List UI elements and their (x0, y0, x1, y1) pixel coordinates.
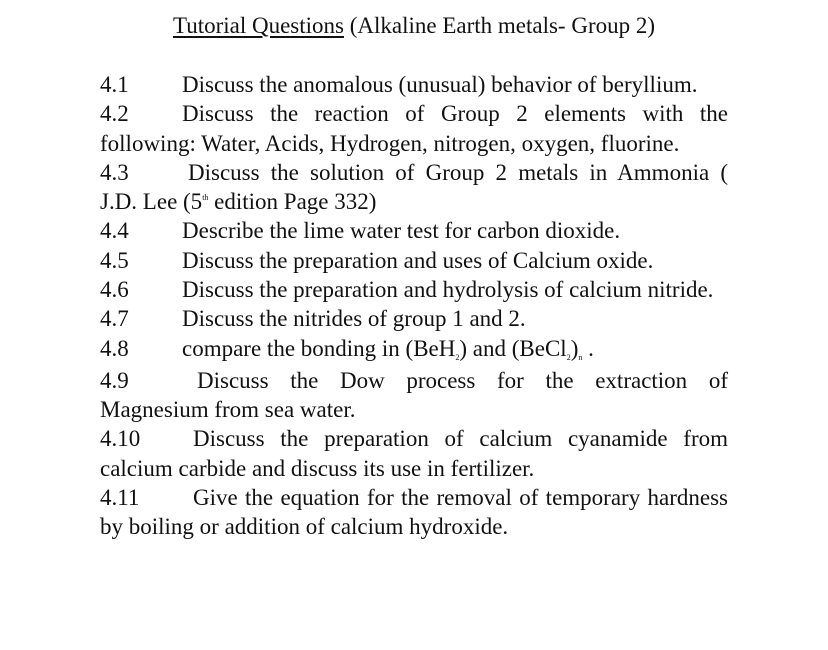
question-text: Discuss the anomalous (unusual) behavior of beryllium. (182, 72, 698, 97)
question-number: 4.1 (100, 72, 129, 97)
superscript-th: th (202, 193, 209, 203)
question-text: Discuss the reaction of Group 2 elements with the following: Water, Acids, Hydrogen, nitrogen, oxygen, fluorine. (100, 101, 728, 156)
title-underlined: Tutorial Questions (172, 13, 344, 38)
question-text: Discuss the preparation of calcium cyanamide from calcium carbide and discuss its use in fertilizer. (100, 426, 728, 481)
question-number: 4.4 (100, 218, 129, 244)
question-list (100, 70, 728, 541)
question-4-1 (100, 70, 728, 99)
question-text: Discuss the preparation and hydrolysis of calcium nitride. (182, 277, 714, 303)
question-4-9 (100, 366, 728, 425)
question-text-close: ) (570, 335, 579, 361)
question-4-10 (100, 424, 728, 483)
question-number: 4.3 (100, 159, 129, 185)
question-4-4 (100, 216, 728, 245)
question-text: Discuss the nitrides of group 1 and 2. (182, 306, 526, 332)
question-number: 4.10 (100, 426, 141, 452)
subscript-2: 2 (455, 352, 460, 362)
question-4-2 (100, 99, 728, 158)
question-4-6 (100, 275, 728, 304)
question-text: Discuss the solution of Group 2 metals in Ammonia ( (188, 159, 728, 185)
question-text-line2-end: edition Page 332) (208, 189, 377, 215)
question-text: Discuss the Dow process for the extraction of Magnesium from sea water. (100, 367, 728, 422)
subscript-2: 2 (566, 352, 571, 362)
question-number: 4.6 (100, 277, 129, 303)
question-number: 4.2 (100, 101, 129, 127)
question-text: Describe the lime water test for carbon dioxide. (182, 218, 621, 244)
question-4-3 (100, 158, 728, 217)
question-number: 4.5 (100, 247, 129, 273)
question-4-5 (100, 246, 728, 275)
question-number: 4.11 (100, 484, 140, 510)
question-4-8 (100, 334, 728, 366)
question-text-line2: J.D. Lee (5 (100, 189, 203, 215)
subscript-n: n (578, 352, 583, 362)
question-text-mid: ) and (BeCl (459, 335, 567, 361)
question-number: 4.8 (100, 335, 129, 361)
title-rest: (Alkaline Earth metals- Group 2) (343, 13, 656, 38)
question-number: 4.7 (100, 306, 129, 332)
question-4-11 (100, 483, 728, 542)
question-text: Discuss the preparation and uses of Calcium oxide. (182, 247, 654, 273)
page-title (0, 12, 828, 40)
question-4-7 (100, 304, 728, 333)
question-text: Give the equation for the removal of temporary hardness by boiling or addition of calcium hydroxide. (100, 484, 728, 540)
question-number: 4.9 (100, 367, 129, 393)
question-text: compare the bonding in (BeH (182, 335, 456, 361)
question-text-end: . (582, 335, 594, 361)
